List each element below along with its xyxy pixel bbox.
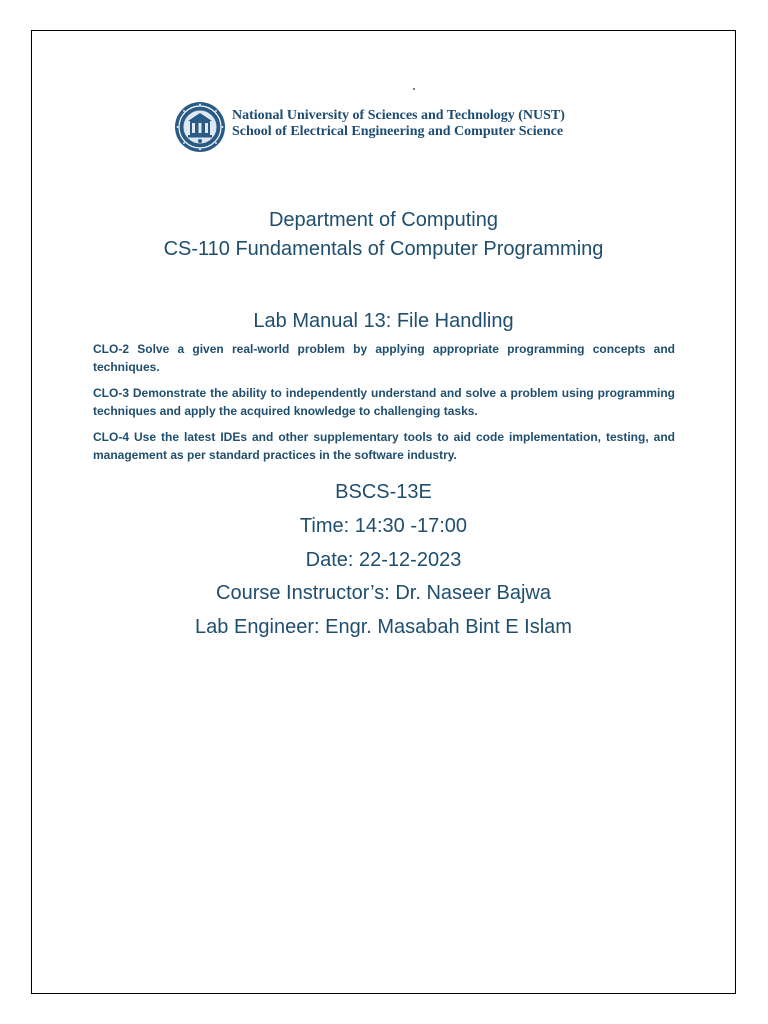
lab-manual-title: Lab Manual 13: File Handling [253, 310, 514, 332]
department-title: Department of Computing [268, 209, 498, 231]
clo-item-4: CLO-4 Use the latest IDEs and other supplementary tools to aid code implementation, testing, and management as per standard practices in the software industry. [93, 430, 675, 462]
lab-engineer: Lab Engineer: Engr. Masabah Bint E Islam [195, 616, 572, 639]
clo-item-2: CLO-2 Solve a given real-world problem by applying appropriate programming concepts and techniques. [93, 342, 675, 374]
clo-list [93, 341, 675, 473]
lab-date: Date: 22-12-2023 [305, 548, 462, 571]
course-title: CS-110 Fundamentals of Computer Programming [163, 238, 604, 260]
university-name: National University of Sciences and Technology (NUST) [232, 108, 565, 123]
class-section: BSCS-13E [335, 481, 432, 503]
school-name: School of Electrical Engineering and Computer Science [232, 124, 564, 139]
course-instructor: Course Instructor’s: Dr. Naseer Bajwa [216, 582, 551, 605]
lab-details [31, 476, 736, 645]
lab-time: Time: 14:30 -17:00 [299, 514, 468, 537]
institution-header [174, 101, 594, 153]
nust-emblem-icon [174, 101, 226, 153]
stray-dot [413, 88, 415, 90]
clo-item-3: CLO-3 Demonstrate the ability to independently understand and solve a problem using programming techniques and apply the acquired knowledge to challenging tasks. [93, 386, 675, 418]
institution-name [232, 108, 565, 140]
